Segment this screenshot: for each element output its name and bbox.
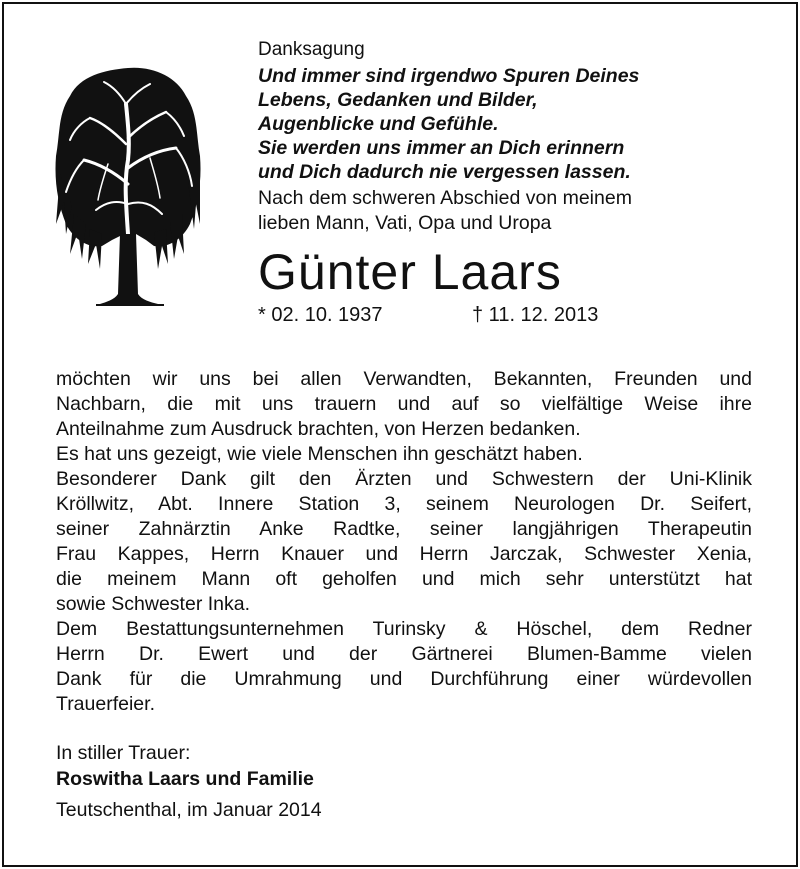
deceased-name: Günter Laars [258,244,562,300]
thanks-body [56,367,752,717]
intro-line: lieben Mann, Vati, Opa und Uropa [258,212,552,234]
body-line: Dank für die Umrahmung und Durchführung einer würdevollen [56,668,752,690]
body-line: Nachbarn, die mit uns trauern und auf so vielfältige Weise ihre [56,393,752,415]
intro-text [258,186,778,236]
body-line: möchten wir uns bei allen Verwandten, Bekannten, Freunden und [56,368,752,390]
place-date: Teutschenthal, im Januar 2014 [56,799,322,821]
signature-block [56,741,322,823]
quote-line: Lebens, Gedanken und Bilder, [258,89,538,111]
life-dates [258,302,778,328]
body-line: Herrn Dr. Ewert und der Gärtnerei Blumen-Bamme vielen [56,643,752,665]
body-line: seiner Zahnärztin Anke Radtke, seiner langjährigen Therapeutin [56,518,752,540]
memorial-quote [258,64,778,184]
body-line: Dem Bestattungsunternehmen Turinsky & Höschel, dem Redner [56,618,752,640]
quote-line: Sie werden uns immer an Dich erinnern [258,137,625,159]
heading-label: Danksagung [258,39,365,60]
body-line: sowie Schwester Inka. [56,593,251,615]
quote-line: Augenblicke und Gefühle. [258,113,499,135]
quote-line: Und immer sind irgendwo Spuren Deines [258,65,640,87]
notice-header [258,38,778,328]
death-date: † 11. 12. 2013 [472,304,599,326]
body-line: Frau Kappes, Herrn Knauer und Herrn Jarczak, Schwester Xenia, [56,543,752,565]
birth-date: * 02. 10. 1937 [258,304,383,326]
obituary-notice [2,2,798,867]
quote-line: und Dich dadurch nie vergessen lassen. [258,161,631,183]
body-line: Es hat uns gezeigt, wie viele Menschen ihn geschätzt haben. [56,443,583,465]
body-line: Anteilnahme zum Ausdruck brachten, von Herzen bedanken. [56,418,581,440]
signers: Roswitha Laars und Familie [56,768,314,790]
body-line: die meinem Mann oft geholfen und mich sehr unterstützt hat [56,568,752,590]
weeping-willow-tree-icon [54,64,202,309]
body-line: Kröllwitz, Abt. Innere Station 3, seinem Neurologen Dr. Seifert, [56,493,752,515]
body-line: Besonderer Dank gilt den Ärzten und Schwestern der Uni-Klinik [56,468,752,490]
body-line: Trauerfeier. [56,693,155,715]
closing-line: In stiller Trauer: [56,742,191,764]
intro-line: Nach dem schweren Abschied von meinem [258,187,632,209]
